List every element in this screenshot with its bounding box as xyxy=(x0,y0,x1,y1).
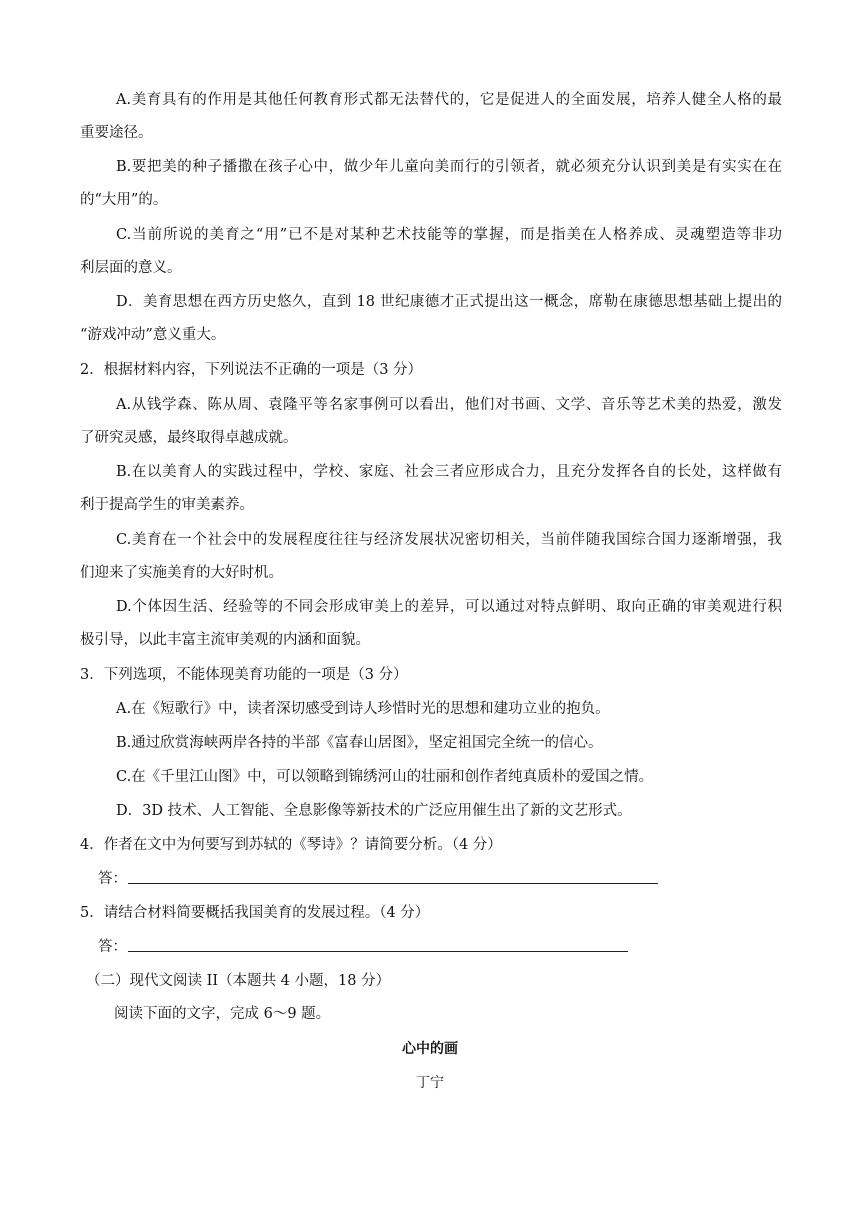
q2-option-a-continued: 了研究灵感，最终取得卓越成就。 xyxy=(80,430,298,446)
q1-option-b-continued: 的“大用”的。 xyxy=(80,192,168,208)
q5-stem: 5．请结合材料简要概括我国美育的发展过程。（4 分） xyxy=(80,905,430,921)
q1-option-c: C.当前所说的美育之“用”已不是对某种艺术技能等的掌握，而是指美在人格养成、灵魂塑造等非功 xyxy=(116,227,782,243)
q2-option-d: D.个体因生活、经验等的不同会形成审美上的差异，可以通过对特点鲜明、取向正确的审美观进行积 xyxy=(116,599,782,615)
section-heading: （二）现代文阅读 II（本题共 4 小题，18 分） xyxy=(86,973,391,989)
q5-answer-field[interactable] xyxy=(128,951,628,952)
passage-author: 丁宁 xyxy=(416,1075,444,1091)
reading-instruction: 阅读下面的文字，完成 6～9 题。 xyxy=(114,1006,331,1022)
q1-option-a-continued: 重要途径。 xyxy=(80,125,153,141)
q2-option-b-continued: 利于提高学生的审美素养。 xyxy=(80,497,254,513)
passage-title: 心中的画 xyxy=(402,1041,458,1057)
q4-answer-label: 答： xyxy=(98,871,127,887)
q2-option-b: B.在以美育人的实践过程中，学校、家庭、社会三者应形成合力，且充分发挥各自的长处，这样做有 xyxy=(116,464,782,480)
q2-option-d-continued: 极引导，以此丰富主流审美观的内涵和面貌。 xyxy=(80,632,370,648)
q2-option-c: C.美育在一个社会中的发展程度往往与经济发展状况密切相关，当前伴随我国综合国力逐渐增强，我 xyxy=(116,532,782,548)
q3-stem: 3．下列选项，不能体现美育功能的一项是（3 分） xyxy=(80,667,408,683)
q1-option-c-continued: 利层面的意义。 xyxy=(80,260,182,276)
q1-option-d-continued: “游戏冲动”意义重大。 xyxy=(80,327,226,343)
q3-option-b: B.通过欣赏海峡两岸各持的半部《富春山居图》，坚定祖国完全统一的信心。 xyxy=(116,735,603,751)
q2-option-c-continued: 们迎来了实施美育的大好时机。 xyxy=(80,565,283,581)
q4-answer-field[interactable] xyxy=(128,883,658,884)
q2-stem: 2．根据材料内容，下列说法不正确的一项是（3 分） xyxy=(80,362,423,378)
q3-option-d: D．3D 技术、人工智能、全息影像等新技术的广泛应用催生出了新的文艺形式。 xyxy=(116,803,632,819)
q3-option-a: A.在《短歌行》中，读者深切感受到诗人珍惜时光的思想和建功立业的抱负。 xyxy=(116,701,610,717)
q2-option-a: A.从钱学森、陈从周、袁隆平等名家事例可以看出，他们对书画、文学、音乐等艺术美的热爱，激发 xyxy=(116,397,782,413)
q3-option-c: C.在《千里江山图》中，可以领略到锦绣河山的壮丽和创作者纯真质朴的爱国之情。 xyxy=(116,769,654,785)
q1-option-b: B.要把美的种子播撒在孩子心中，做少年儿童向美而行的引领者，就必须充分认识到美是有实实在在 xyxy=(116,159,782,175)
q4-stem: 4．作者在文中为何要写到苏轼的《琴诗》？请简要分析。（4 分） xyxy=(80,837,502,853)
q1-option-a: A.美育具有的作用是其他任何教育形式都无法替代的，它是促进人的全面发展，培养人健全人格的最 xyxy=(116,92,782,108)
q1-option-d: D．美育思想在西方历史悠久，直到 18 世纪康德才正式提出这一概念，席勒在康德思想基础上提出的 xyxy=(116,294,782,310)
q5-answer-label: 答： xyxy=(98,939,127,955)
